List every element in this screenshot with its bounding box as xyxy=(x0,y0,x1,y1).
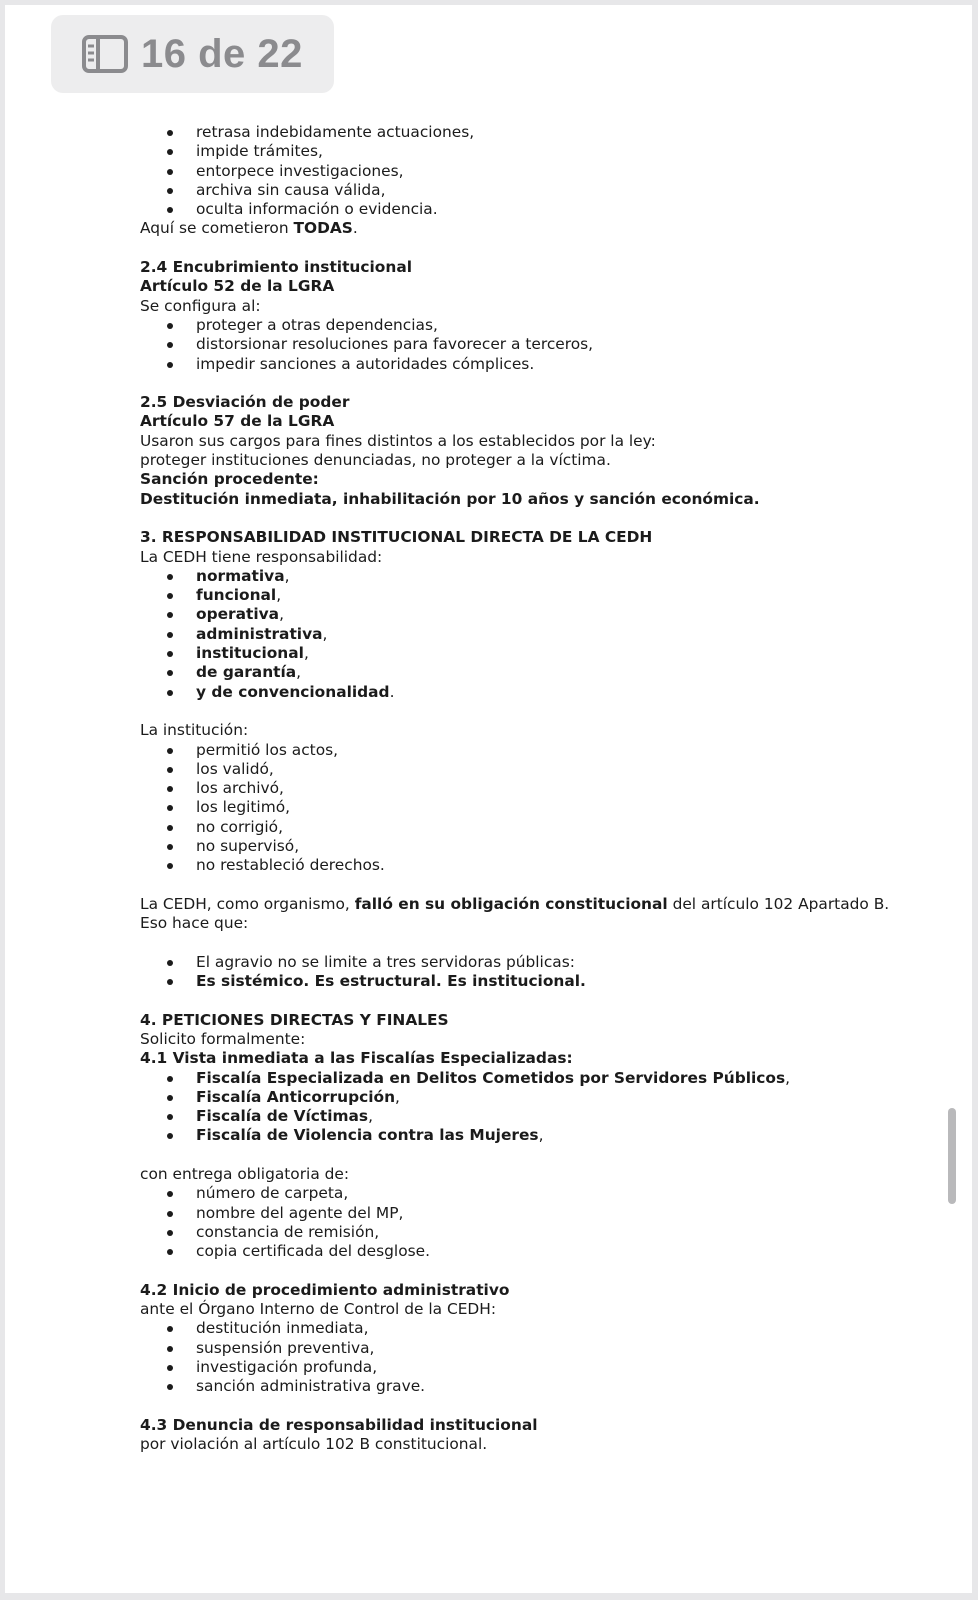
intro-conclusion: Aquí se cometieron TODAS. xyxy=(140,219,358,238)
list-item: número de carpeta, xyxy=(140,1184,940,1203)
sidebar-toggle-icon[interactable] xyxy=(81,34,129,74)
intro-list xyxy=(140,123,940,219)
section-4-2-heading: 4.2 Inicio de procedimiento administrativo xyxy=(140,1280,510,1299)
list-item: y de convencionalidad. xyxy=(140,683,940,702)
list-item: no supervisó, xyxy=(140,837,940,856)
section-2-5-line: Usaron sus cargos para fines distintos a los establecidos por la ley: xyxy=(140,431,656,450)
list-item: impide trámites, xyxy=(140,142,940,161)
list-item: constancia de remisión, xyxy=(140,1223,940,1242)
section-4-1-heading: 4.1 Vista inmediata a las Fiscalías Especializadas: xyxy=(140,1049,573,1068)
list-item: distorsionar resoluciones para favorecer a terceros, xyxy=(140,335,940,354)
list-item: El agravio no se limite a tres servidoras públicas: xyxy=(140,953,940,972)
sanction-label: Sanción procedente: xyxy=(140,470,319,489)
section-3-heading: 3. RESPONSABILIDAD INSTITUCIONAL DIRECTA DE LA CEDH xyxy=(140,528,653,547)
list-item: archiva sin causa válida, xyxy=(140,181,940,200)
list-item: Fiscalía Especializada en Delitos Cometidos por Servidores Públicos, xyxy=(140,1069,940,1088)
list-item: de garantía, xyxy=(140,663,940,682)
section-2-5-heading: 2.5 Desviación de poder xyxy=(140,393,350,412)
list-item: suspensión preventiva, xyxy=(140,1339,940,1358)
list-item: operativa, xyxy=(140,605,940,624)
list-item: no restableció derechos. xyxy=(140,856,940,875)
sanction-text: Destitución inmediata, inhabilitación por 10 años y sanción económica. xyxy=(140,489,760,508)
delivery-lead: con entrega obligatoria de: xyxy=(140,1165,350,1184)
vertical-scrollbar[interactable] xyxy=(948,1108,956,1204)
list-item: Es sistémico. Es estructural. Es institucional. xyxy=(140,972,940,991)
section-4-3-text: por violación al artículo 102 B constitucional. xyxy=(140,1435,488,1454)
list-item: administrativa, xyxy=(140,625,940,644)
list-item: entorpece investigaciones, xyxy=(140,162,940,181)
section-4-3-heading: 4.3 Denuncia de responsabilidad institucional xyxy=(140,1415,538,1434)
list-item: Fiscalía de Violencia contra las Mujeres, xyxy=(140,1126,940,1145)
list-item: destitución inmediata, xyxy=(140,1319,940,1338)
section-2-5-article: Artículo 57 de la LGRA xyxy=(140,412,335,431)
list-item: Fiscalía Anticorrupción, xyxy=(140,1088,940,1107)
list-item: permitió los actos, xyxy=(140,741,940,760)
consequence-list xyxy=(140,953,940,992)
list-item: retrasa indebidamente actuaciones, xyxy=(140,123,940,142)
fiscalias-list xyxy=(140,1069,940,1146)
list-item: nombre del agente del MP, xyxy=(140,1204,940,1223)
list-item: los archivó, xyxy=(140,779,940,798)
list-item: sanción administrativa grave. xyxy=(140,1377,940,1396)
section-3-lead: La CEDH tiene responsabilidad: xyxy=(140,547,383,566)
section-2-4-lead: Se configura al: xyxy=(140,296,261,315)
section-2-4-list xyxy=(140,316,940,374)
list-item: oculta información o evidencia. xyxy=(140,200,940,219)
list-item: normativa, xyxy=(140,567,940,586)
list-item: Fiscalía de Víctimas, xyxy=(140,1107,940,1126)
delivery-list xyxy=(140,1184,940,1261)
document-content xyxy=(140,123,940,1454)
section-2-5-line: proteger instituciones denunciadas, no proteger a la víctima. xyxy=(140,451,611,470)
institution-list xyxy=(140,741,940,876)
section-2-4-heading: 2.4 Encubrimiento institucional xyxy=(140,258,412,277)
page-count: 16 de 22 xyxy=(141,31,303,76)
list-item: funcional, xyxy=(140,586,940,605)
page-indicator[interactable] xyxy=(51,15,334,93)
list-item: copia certificada del desglose. xyxy=(140,1242,940,1261)
list-item: no corrigió, xyxy=(140,818,940,837)
list-item: impedir sanciones a autoridades cómplices. xyxy=(140,355,940,374)
section-4-2-lead: ante el Órgano Interno de Control de la CEDH: xyxy=(140,1300,497,1319)
responsibility-list xyxy=(140,567,940,702)
list-item: investigación profunda, xyxy=(140,1358,940,1377)
institution-lead: La institución: xyxy=(140,721,249,740)
list-item: institucional, xyxy=(140,644,940,663)
list-item: los legitimó, xyxy=(140,798,940,817)
consequence-lead: Eso hace que: xyxy=(140,914,249,933)
section-4-2-list xyxy=(140,1319,940,1396)
list-item: proteger a otras dependencias, xyxy=(140,316,940,335)
section-4-lead: Solicito formalmente: xyxy=(140,1029,306,1048)
list-item: los validó, xyxy=(140,760,940,779)
section-4-heading: 4. PETICIONES DIRECTAS Y FINALES xyxy=(140,1010,449,1029)
failure-statement: La CEDH, como organismo, falló en su obligación constitucional del artículo 102 Apartado B. xyxy=(140,894,890,913)
document-page xyxy=(5,5,972,1593)
section-2-4-article: Artículo 52 de la LGRA xyxy=(140,277,335,296)
